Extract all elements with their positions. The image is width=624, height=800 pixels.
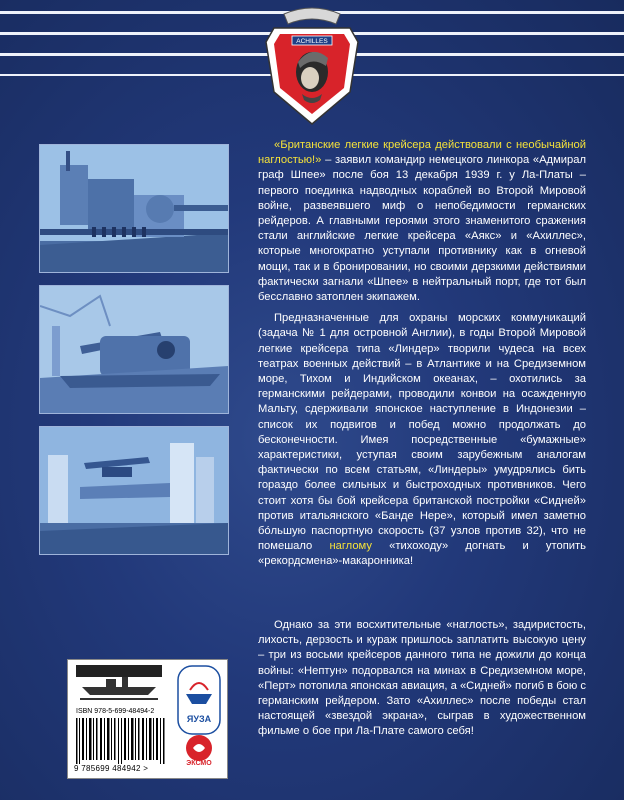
ean-digits: 9 785699 484942 >	[74, 764, 149, 773]
badge-ribbon-text: ACHILLES	[296, 38, 328, 45]
achilles-badge	[262, 0, 362, 128]
blurb-text-end	[258, 618, 586, 740]
isbn-text: ISBN 978-5-699-48494-2	[76, 708, 155, 715]
paragraph-2-body: Предназначенные для охраны морских коммуникаций (задача № 1 для островной Англии), в годы Второй Мировой легкие крейсера типа «Линдер» творили чудеса на всех театрах военных действий – в Атлантике и на Средиземном море, Тихом и Индийском океанах, – охотились за германскими рейдерами, проводили конвои на осажденную Мальту, сдерживали японское наступление в Индонезии – список их подвигов и побед можно продолжать до бесконечности. Имея посредственные «бумажные» характеристики, уступая своим зарубежным аналогам фактически по всем статьям, «Линдеры» умудрялись бить гораздо более сильных и быстроходных противников. Чего стоит хотя бы бой крейсера британской постройки «Сидней» против итальянского «Банде Нере», который имел заметно бо́льшую паспортную скорость (37 узлов против 32), что не помешало	[258, 312, 586, 553]
paragraph-2	[258, 311, 586, 569]
gun-turret-photo	[39, 285, 229, 414]
quote-highlight: «Британские легкие крейсера действовали с	[274, 139, 516, 151]
paragraph-1-body: – заявил командир немецкого линкора «Адмирал граф Шпее» после боя 13 декабря 1939 г. у Ла-Платы – первого поединка надводных кораблей во Второй Мировой войне, развеявшего миф о непобедимости германских рейдеров. А главными героями этого знаменитого сражения стали английские легкие крейсера «Аякс» и «Ахиллес», которые многократно уступали противнику как в огневой мощи, так и в бронировании, но своими дерзкими действиями фактически загнали «Шпее» в нейтральный порт, где тот был бесславно затоплен экипажем.	[258, 154, 586, 304]
publisher-logos	[176, 664, 222, 774]
barcode-panel	[67, 659, 228, 779]
publisher-yauza: ЯУЗА	[186, 714, 212, 724]
publisher-eksmo: ЭКСМО	[186, 760, 212, 767]
warship-series-logo	[76, 665, 162, 705]
seaplane-catapult-photo	[39, 426, 229, 555]
paragraph-2-tail: «тихоходу» догнать и утопить «рекордсмена»-макаронника!	[258, 540, 586, 568]
barcode-icon	[76, 718, 170, 764]
helmet-crest-icon	[262, 0, 362, 128]
paragraph-3: Однако за эти восхитительные «наглость», задиристость, лихость, дерзость и кураж пришлось заплатить высокую цену – три из восьми крейсеров данного типа не дожили до конца войны: «Нептун» подорвался на минах в Средиземном море, «Перт» потопила японская авиация, а «Сидней» погиб в бою с германским рейдером. Зато «Ахиллес» после победы стал настоящей «звездой экрана», сыграв в художественном фильме о бое при Ла-Плате самого себя!	[258, 619, 586, 738]
quote-highlight: необычайной наглостью!»	[258, 139, 586, 167]
blurb-text	[258, 138, 586, 576]
paragraph-1	[258, 138, 586, 305]
cruiser-bridge-photo	[39, 144, 229, 273]
word-highlight: наглому	[329, 540, 372, 553]
